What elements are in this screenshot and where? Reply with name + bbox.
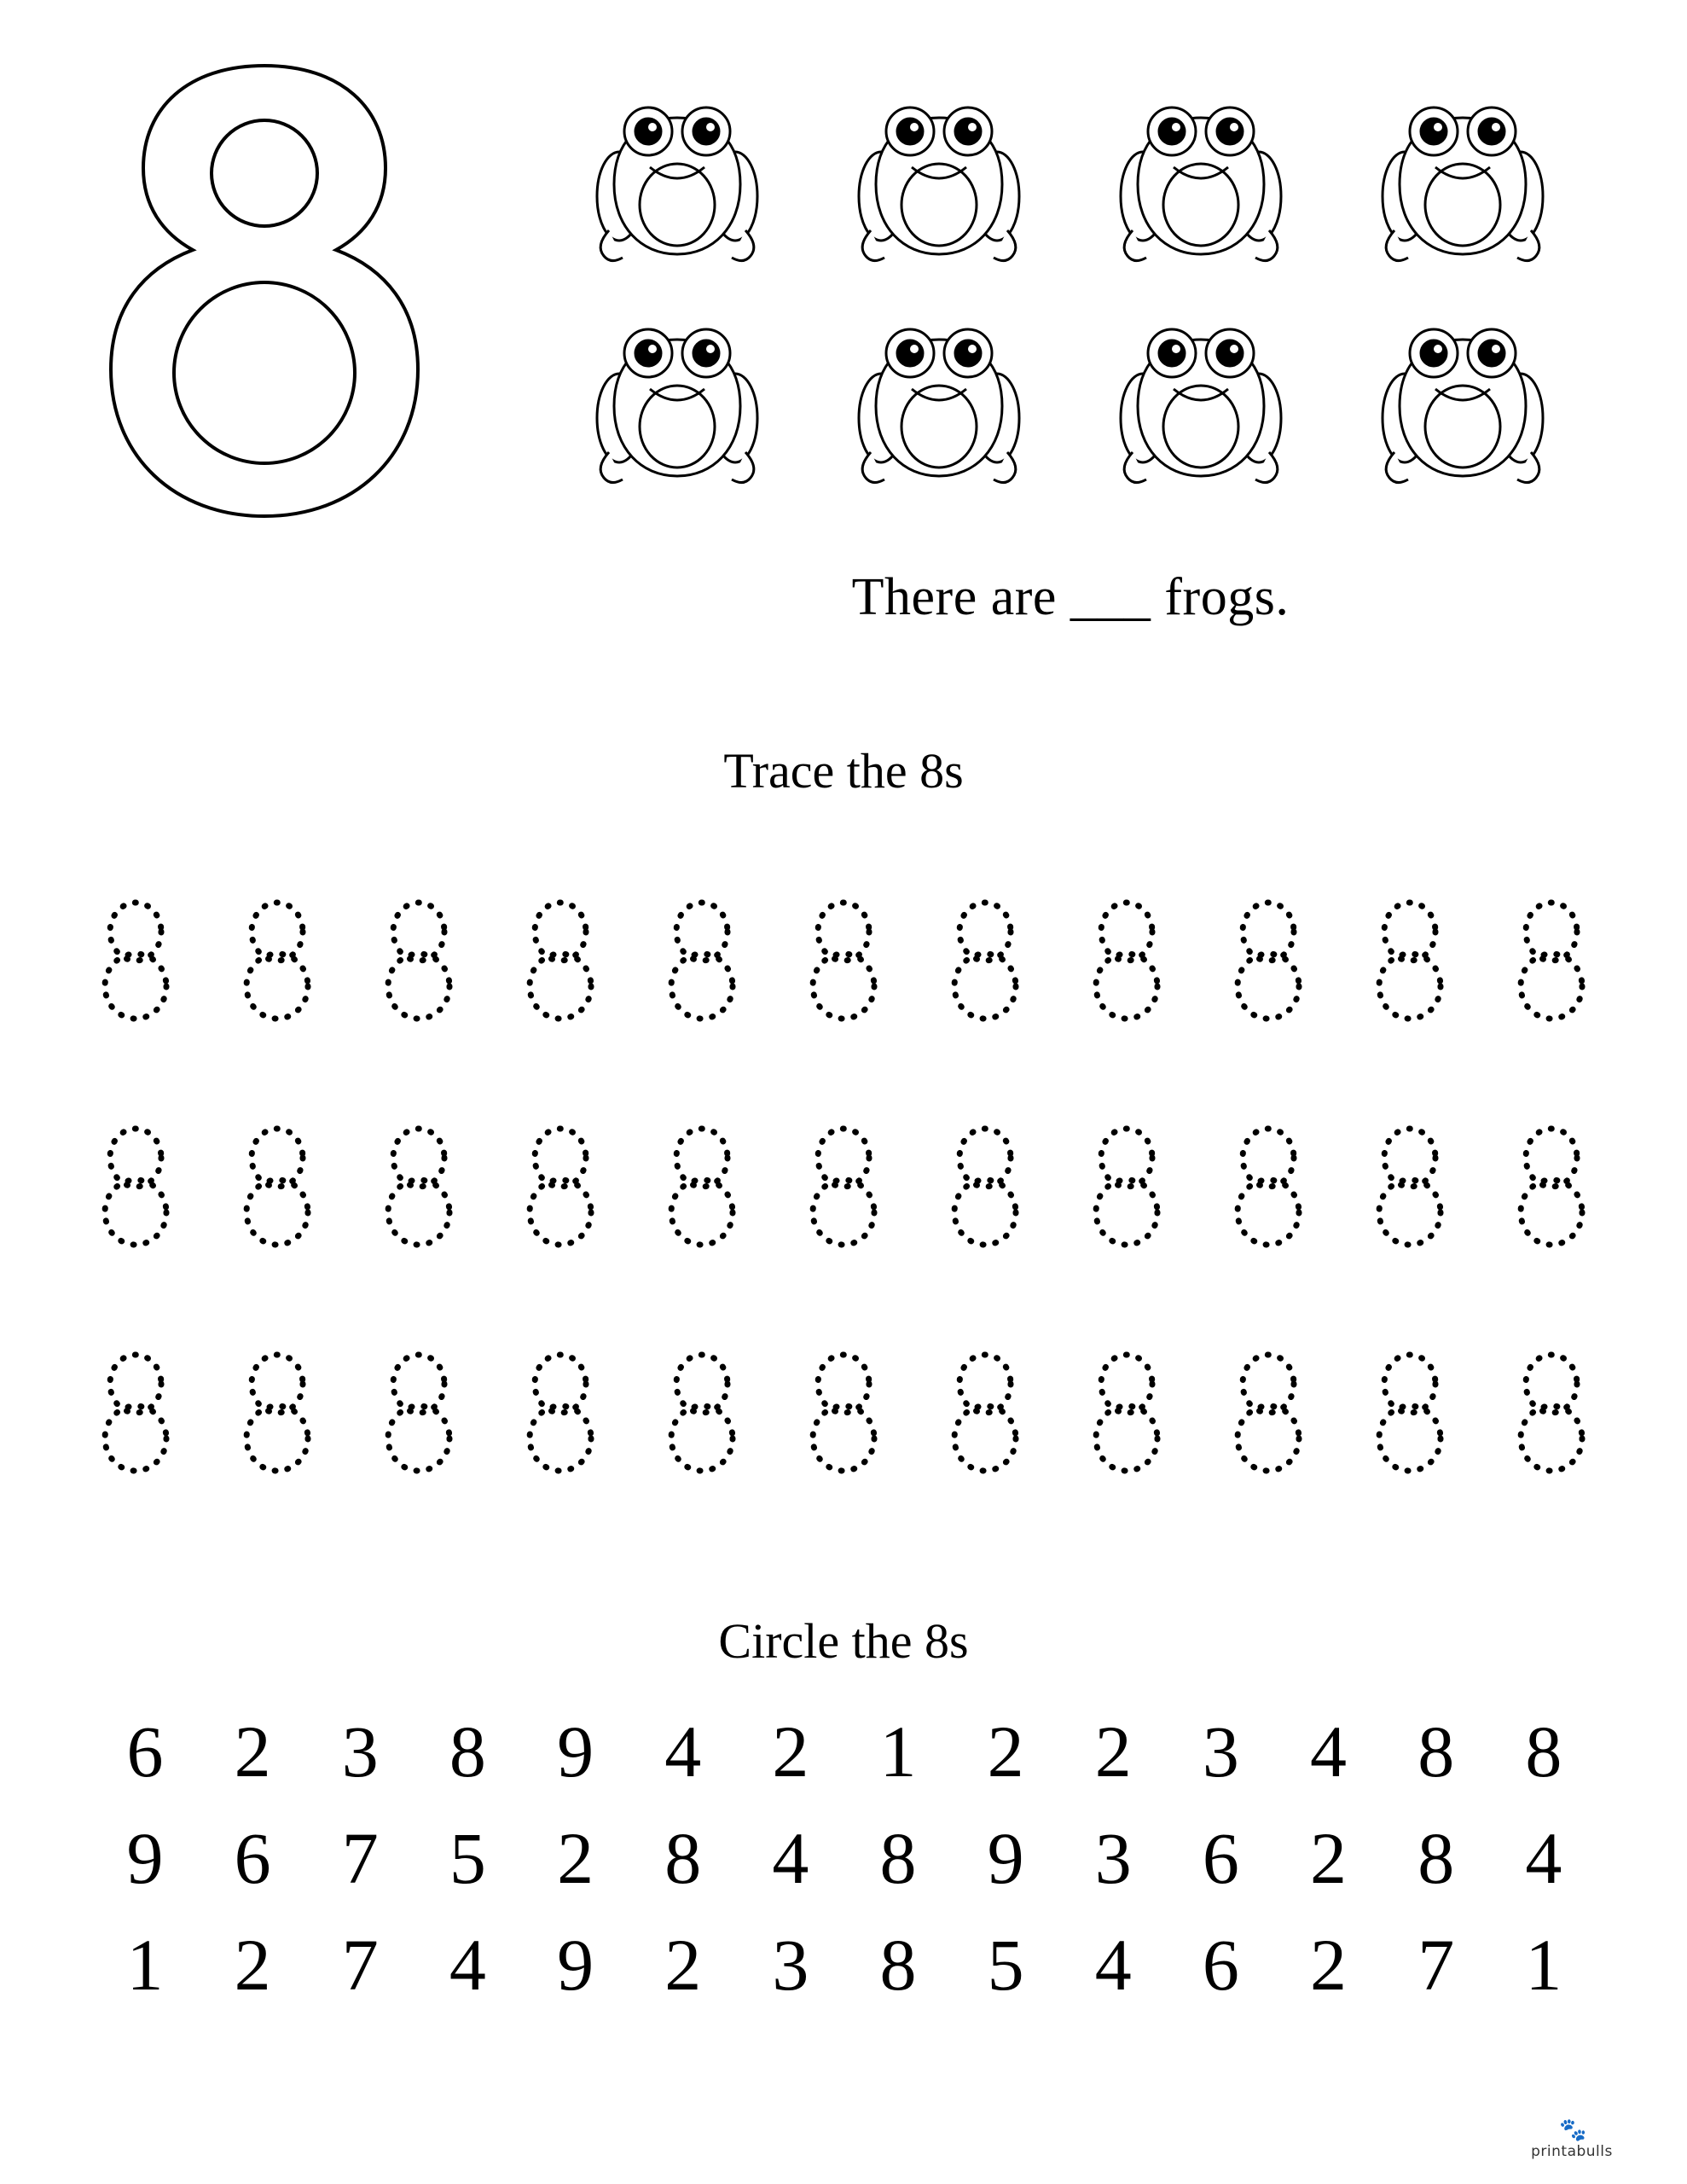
- circle-number-cell[interactable]: 4: [1525, 1816, 1562, 1899]
- circle-number-cell[interactable]: 4: [772, 1816, 809, 1899]
- trace-eight-glyph[interactable]: [490, 881, 631, 1035]
- circle-number-cell[interactable]: 7: [341, 1923, 379, 2006]
- circle-number-cell[interactable]: 6: [234, 1816, 271, 1899]
- circle-number-cell[interactable]: 8: [879, 1816, 917, 1899]
- circle-number-grid: [94, 1698, 1595, 2018]
- trace-eight-glyph[interactable]: [1481, 1107, 1622, 1261]
- footer-logo: [1508, 2117, 1636, 2160]
- trace-eight-glyph[interactable]: [1197, 1333, 1339, 1487]
- frog-icon: [546, 294, 808, 516]
- circle-number-cell[interactable]: 2: [664, 1923, 702, 2006]
- circle-number-cell[interactable]: 4: [1094, 1923, 1132, 2006]
- trace-eight-glyph[interactable]: [1481, 1333, 1622, 1487]
- count-sentence: There are ___ frogs.: [851, 568, 1290, 626]
- trace-eight-glyph[interactable]: [65, 881, 206, 1035]
- circle-number-cell[interactable]: 3: [1094, 1816, 1132, 1899]
- trace-eight-glyph[interactable]: [1056, 1107, 1197, 1261]
- circle-number-cell[interactable]: 3: [1202, 1710, 1239, 1792]
- trace-eight-glyph[interactable]: [490, 1107, 631, 1261]
- circle-number-cell[interactable]: 9: [557, 1710, 594, 1792]
- trace-eight-glyph[interactable]: [773, 881, 914, 1035]
- trace-eight-glyph[interactable]: [490, 1333, 631, 1487]
- trace-eight-glyph[interactable]: [773, 1107, 914, 1261]
- trace-eight-glyph[interactable]: [206, 1107, 348, 1261]
- trace-eight-glyph[interactable]: [1056, 881, 1197, 1035]
- circle-number-cell[interactable]: 5: [987, 1923, 1024, 2006]
- circle-number-cell[interactable]: 4: [449, 1923, 486, 2006]
- trace-eight-glyph[interactable]: [914, 1333, 1056, 1487]
- circle-number-cell[interactable]: 6: [126, 1710, 164, 1792]
- frog-icon: [546, 73, 808, 294]
- circle-number-cell[interactable]: 2: [1094, 1710, 1132, 1792]
- frog-icon: [1070, 294, 1331, 516]
- trace-eight-glyph[interactable]: [631, 881, 773, 1035]
- trace-eight-glyph[interactable]: [1197, 1107, 1339, 1261]
- circle-number-cell[interactable]: 8: [1417, 1710, 1455, 1792]
- frog-grid: [546, 73, 1595, 516]
- circle-number-cell[interactable]: 1: [1525, 1923, 1562, 2006]
- circle-number-cell[interactable]: 4: [664, 1710, 702, 1792]
- trace-eight-glyph[interactable]: [773, 1333, 914, 1487]
- trace-row: [0, 845, 1687, 1071]
- trace-eight-glyph[interactable]: [1056, 1333, 1197, 1487]
- trace-eight-glyph[interactable]: [1339, 1333, 1481, 1487]
- frog-icon: [1331, 294, 1593, 516]
- circle-number-cell[interactable]: 9: [557, 1923, 594, 2006]
- circle-number-cell[interactable]: 8: [1525, 1710, 1562, 1792]
- circle-row: [94, 1698, 1595, 1804]
- circle-number-cell[interactable]: 6: [1202, 1816, 1239, 1899]
- circle-number-cell[interactable]: 7: [1417, 1923, 1455, 2006]
- trace-row: [0, 1071, 1687, 1297]
- circle-number-cell[interactable]: 4: [1310, 1710, 1348, 1792]
- number-and-objects-section: [0, 47, 1687, 678]
- frog-icon: [808, 73, 1070, 294]
- trace-eight-glyph[interactable]: [631, 1107, 773, 1261]
- circle-number-cell[interactable]: 2: [772, 1710, 809, 1792]
- circle-number-cell[interactable]: 2: [1310, 1816, 1348, 1899]
- trace-eight-glyph[interactable]: [348, 1107, 490, 1261]
- footer-wordmark: printabulls: [1531, 2143, 1613, 2160]
- circle-row: [94, 1911, 1595, 2018]
- circle-number-cell[interactable]: 9: [126, 1816, 164, 1899]
- circle-number-cell[interactable]: 1: [126, 1923, 164, 2006]
- trace-grid: [0, 845, 1687, 1523]
- circle-number-cell[interactable]: 2: [987, 1710, 1024, 1792]
- circle-number-cell[interactable]: 8: [879, 1923, 917, 2006]
- circle-number-cell[interactable]: 8: [449, 1710, 486, 1792]
- circle-number-cell[interactable]: 1: [879, 1710, 917, 1792]
- trace-eight-glyph[interactable]: [914, 881, 1056, 1035]
- trace-eight-glyph[interactable]: [1339, 881, 1481, 1035]
- trace-eight-glyph[interactable]: [1197, 881, 1339, 1035]
- circle-number-cell[interactable]: 3: [341, 1710, 379, 1792]
- circle-number-cell[interactable]: 5: [449, 1816, 486, 1899]
- trace-eight-glyph[interactable]: [914, 1107, 1056, 1261]
- circle-number-cell[interactable]: 9: [987, 1816, 1024, 1899]
- circle-number-cell[interactable]: 3: [772, 1923, 809, 2006]
- circle-number-cell[interactable]: 6: [1202, 1923, 1239, 2006]
- printabulls-logo-icon: 🐾: [1559, 2117, 1585, 2142]
- big-number-outline: [85, 55, 443, 610]
- frog-icon: [808, 294, 1070, 516]
- trace-eight-glyph[interactable]: [1481, 881, 1622, 1035]
- circle-number-cell[interactable]: 8: [664, 1816, 702, 1899]
- trace-row: [0, 1297, 1687, 1523]
- circle-number-cell[interactable]: 2: [234, 1923, 271, 2006]
- trace-eight-glyph[interactable]: [348, 1333, 490, 1487]
- circle-number-cell[interactable]: 2: [234, 1710, 271, 1792]
- trace-eight-glyph[interactable]: [348, 881, 490, 1035]
- frog-icon: [1070, 73, 1331, 294]
- trace-eight-glyph[interactable]: [1339, 1107, 1481, 1261]
- circle-number-cell[interactable]: 8: [1417, 1816, 1455, 1899]
- circle-row: [94, 1804, 1595, 1911]
- trace-eight-glyph[interactable]: [65, 1107, 206, 1261]
- frog-icon: [1331, 73, 1593, 294]
- trace-eight-glyph[interactable]: [206, 881, 348, 1035]
- trace-eight-glyph[interactable]: [65, 1333, 206, 1487]
- circle-number-cell[interactable]: 7: [341, 1816, 379, 1899]
- trace-eight-glyph[interactable]: [631, 1333, 773, 1487]
- circle-number-cell[interactable]: 2: [1310, 1923, 1348, 2006]
- circle-number-cell[interactable]: 2: [557, 1816, 594, 1899]
- circle-section-title: Circle the 8s: [718, 1613, 969, 1669]
- trace-eight-glyph[interactable]: [206, 1333, 348, 1487]
- trace-section-title: Trace the 8s: [723, 743, 964, 799]
